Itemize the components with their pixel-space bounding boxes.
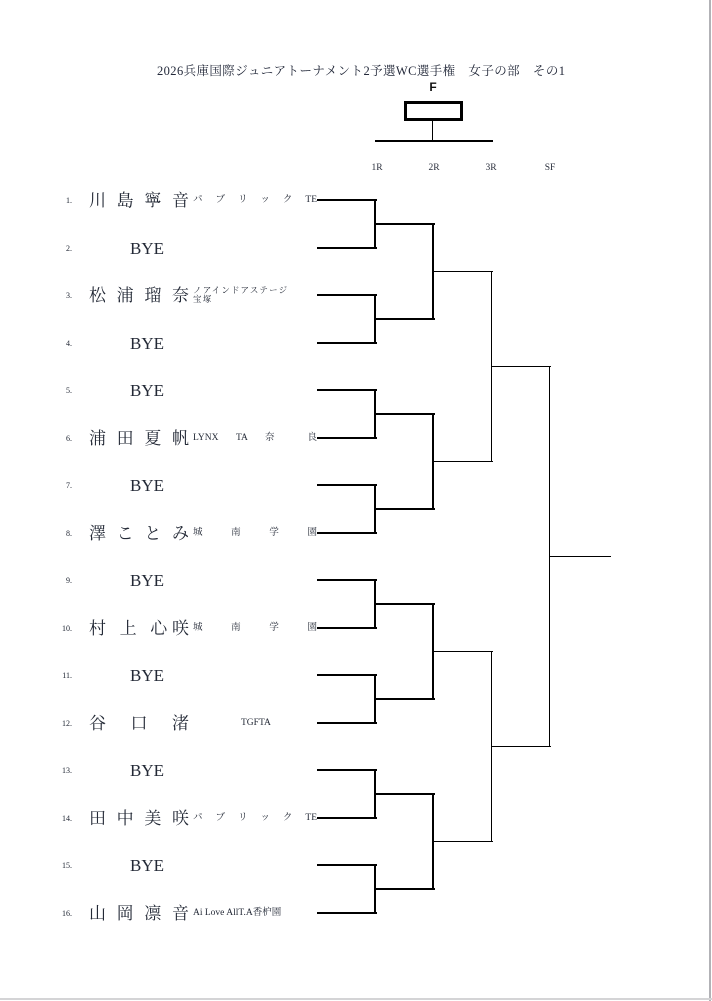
bracket-line	[317, 199, 377, 201]
champion-box	[404, 101, 463, 121]
seed-number: 9.	[66, 575, 72, 585]
entry-row-13	[0, 759, 345, 781]
club-name: 城 南 学 園	[193, 622, 317, 633]
bracket-line	[317, 579, 377, 581]
bracket-line	[375, 698, 435, 700]
seed-number: 4.	[66, 338, 72, 348]
bracket-line	[317, 389, 377, 391]
bracket-line	[433, 461, 493, 463]
player-name: 村 上 心咲	[89, 618, 189, 638]
bracket-line	[375, 603, 435, 605]
bye-label: BYE	[130, 570, 164, 590]
club-name: TGFTA	[241, 717, 271, 728]
seed-number: 3.	[66, 290, 72, 300]
entry-row-6	[0, 427, 345, 449]
club-name: Ai Love AllT.A香枦園	[193, 907, 282, 918]
bracket-line	[317, 294, 377, 296]
bracket-line	[375, 793, 435, 795]
seed-number: 8.	[66, 528, 72, 538]
player-name: 浦 田 夏 帆	[89, 428, 189, 448]
bracket-line	[375, 223, 435, 225]
seed-number: 16.	[62, 908, 72, 918]
player-name: 谷 口 渚	[89, 713, 189, 733]
bracket-line	[433, 841, 493, 843]
bracket-line	[433, 651, 493, 653]
round-label-2r: 2R	[428, 163, 440, 173]
bracket-line	[317, 247, 377, 249]
bracket-line	[550, 556, 611, 558]
bye-label: BYE	[130, 855, 164, 875]
player-name: 山 岡 凛 音	[89, 903, 189, 923]
seed-number: 11.	[62, 670, 72, 680]
entry-row-11	[0, 664, 345, 686]
bracket-line	[317, 817, 377, 819]
seed-number: 12.	[62, 718, 72, 728]
player-name: 松 浦 瑠 奈	[89, 285, 189, 305]
bracket-line	[317, 912, 377, 914]
round-label-1r: 1R	[371, 163, 383, 173]
bracket-line	[317, 864, 377, 866]
bye-label: BYE	[130, 380, 164, 400]
entry-row-7	[0, 474, 345, 496]
bracket-line	[432, 120, 434, 142]
seed-number: 14.	[62, 813, 72, 823]
club-name: パ ブ リ ッ ク TE	[193, 194, 317, 205]
bracket-line	[375, 888, 435, 890]
bracket-line	[317, 342, 377, 344]
bye-label: BYE	[130, 333, 164, 353]
club-name	[193, 286, 288, 305]
page-bottom-edge	[0, 998, 712, 1000]
bracket-line	[375, 413, 435, 415]
entry-row-3	[0, 284, 345, 306]
bracket-line	[492, 366, 552, 368]
player-name: 澤 こ と み	[89, 523, 189, 543]
bracket-line	[317, 769, 377, 771]
seed-number: 5.	[66, 385, 72, 395]
page-right-edge	[709, 0, 711, 1001]
bracket-line	[375, 508, 435, 510]
seed-number: 10.	[62, 623, 72, 633]
bracket-line	[375, 318, 435, 320]
player-name: 田 中 美 咲	[89, 808, 189, 828]
seed-number: 1.	[66, 195, 72, 205]
bracket-line	[317, 484, 377, 486]
entry-row-2	[0, 237, 345, 259]
club-name: LYNX TA 奈 良	[193, 432, 317, 443]
entry-row-9	[0, 569, 345, 591]
entry-row-12	[0, 712, 345, 734]
bye-label: BYE	[130, 238, 164, 258]
seed-number: 7.	[66, 480, 72, 490]
bracket-line	[317, 532, 377, 534]
club-name: パ ブ リ ッ ク TE	[193, 812, 317, 823]
club-line-2: 宝塚	[193, 294, 213, 304]
bracket-line	[317, 674, 377, 676]
round-label-3r: 3R	[485, 163, 497, 173]
entry-row-10	[0, 617, 345, 639]
bye-label: BYE	[130, 475, 164, 495]
bye-label: BYE	[130, 760, 164, 780]
entry-row-4	[0, 332, 345, 354]
entry-row-16	[0, 902, 345, 924]
seed-number: 15.	[62, 860, 72, 870]
bracket-line	[375, 140, 493, 142]
bracket-line	[492, 746, 552, 748]
club-name: 城 南 学 園	[193, 527, 317, 538]
seed-number: 2.	[66, 243, 72, 253]
bracket-line	[317, 437, 377, 439]
club-line-1: ノアインドアステージ	[193, 284, 289, 295]
final-label: F	[429, 80, 437, 94]
bracket-line	[317, 722, 377, 724]
player-name: 川 島 寧 音	[89, 190, 189, 210]
page-title: 2026兵庫国際ジュニアトーナメント2予選WC選手権 女子の部 その1	[157, 64, 566, 78]
entry-row-8	[0, 522, 345, 544]
bracket-line	[433, 271, 493, 273]
seed-number: 13.	[62, 765, 72, 775]
bye-label: BYE	[130, 665, 164, 685]
entry-row-15	[0, 854, 345, 876]
bracket-line	[317, 627, 377, 629]
entry-row-14	[0, 807, 345, 829]
seed-number: 6.	[66, 433, 72, 443]
entry-row-5	[0, 379, 345, 401]
round-label-sf: SF	[544, 163, 556, 173]
entry-row-1	[0, 189, 345, 211]
